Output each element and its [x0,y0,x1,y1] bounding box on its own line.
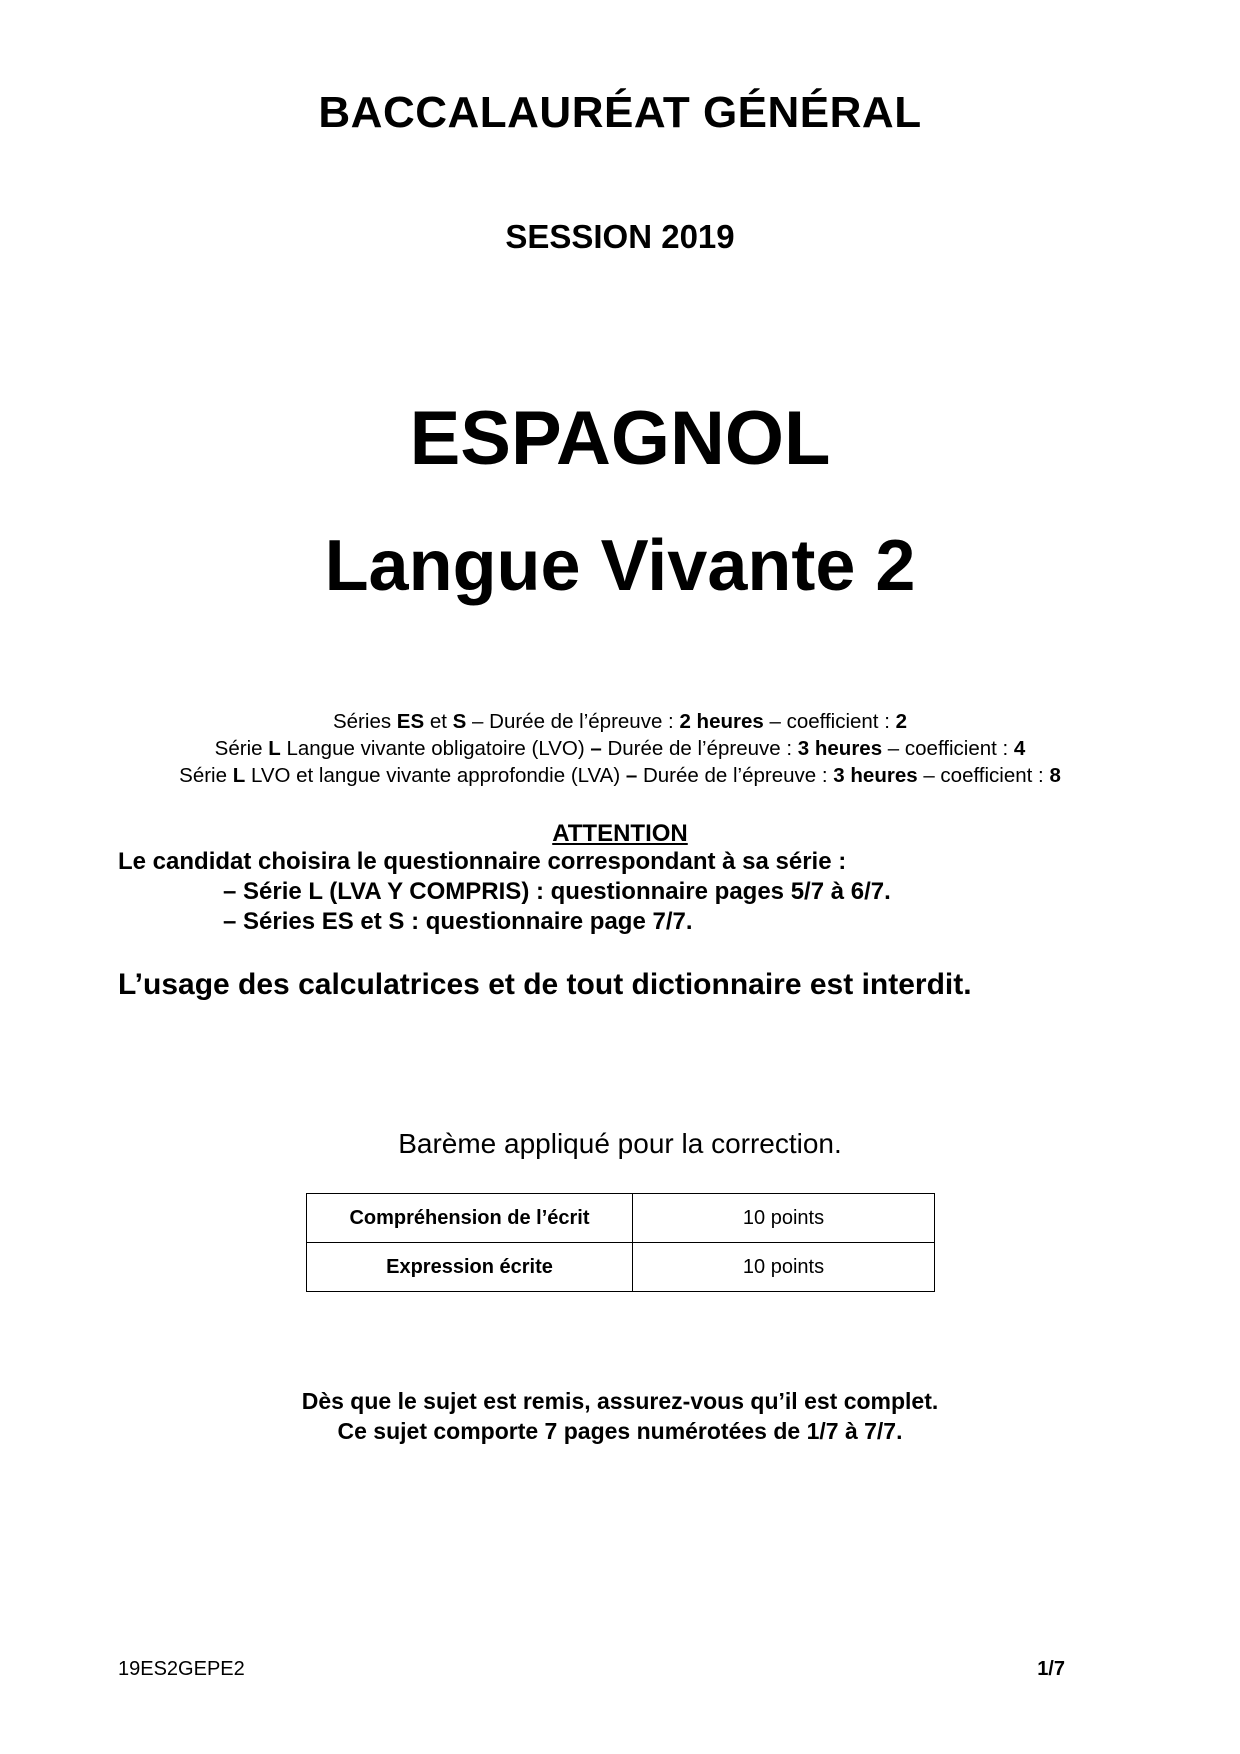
points-cell: 10 points [633,1194,935,1243]
attention-text: Le candidat choisira le questionnaire correspondant à sa série : [118,848,847,875]
series-bold: L [232,764,246,787]
attention-heading: ATTENTION [552,820,688,847]
series-text: Séries [332,710,397,733]
series-text: Langue vivante obligatoire (LVO) [280,737,591,760]
subject-level: Langue Vivante 2 [324,526,916,606]
bareme-title: Barème appliqué pour la correction. [398,1128,842,1159]
series-duration: 2 heures [679,710,764,733]
calculator-notice: L’usage des calculatrices et de tout dictionnaire est interdit. [118,968,972,1001]
series-text: Série [179,764,233,787]
series-text: – Durée de l’épreuve : [466,710,680,733]
series-bold: – [590,737,602,760]
completeness-note: Dès que le sujet est remis, assurez-vous qu’il est complet. [301,1388,939,1414]
series-text: et [424,710,453,733]
session-title: SESSION 2019 [505,218,735,255]
series-bold: – [625,764,638,787]
series-bold: S [452,710,467,733]
grading-table [306,1193,935,1292]
attention-item: – Séries ES et S : questionnaire page 7/7. [223,908,693,935]
series-coefficient: 2 [895,710,907,733]
subject-name: ESPAGNOL [409,396,831,481]
points-cell: 10 points [633,1243,935,1292]
document-code: 19ES2GEPE2 [118,1658,245,1680]
series-line-es-s [0,708,1240,735]
series-duration: 3 heures [833,764,918,787]
criterion-cell: Expression écrite [307,1243,633,1292]
series-text: Durée de l’épreuve : [637,764,834,787]
series-text: Série [214,737,269,760]
series-text: – coefficient : [763,710,896,733]
page-count-note: Ce sujet comporte 7 pages numérotées de 1/7 à 7/7. [337,1418,903,1444]
table-row [307,1243,935,1292]
series-line-l-lva [0,762,1240,789]
series-bold: L [268,737,281,760]
series-coefficient: 8 [1049,764,1061,787]
series-coefficient: 4 [1013,737,1026,760]
series-duration: 3 heures [797,737,883,760]
series-line-l-lvo [0,735,1240,762]
series-text: LVO et langue vivante approfondie (LVA) [245,764,626,787]
page-number: 1/7 [1037,1658,1065,1680]
table-row [307,1194,935,1243]
series-text: – coefficient : [882,737,1014,760]
series-text: Durée de l’épreuve : [601,737,798,760]
attention-item: – Série L (LVA Y COMPRIS) : questionnaire pages 5/7 à 6/7. [223,878,891,905]
series-bold: ES [396,710,425,733]
exam-title: BACCALAURÉAT GÉNÉRAL [318,88,922,137]
criterion-cell: Compréhension de l’écrit [307,1194,633,1243]
series-text: – coefficient : [917,764,1050,787]
